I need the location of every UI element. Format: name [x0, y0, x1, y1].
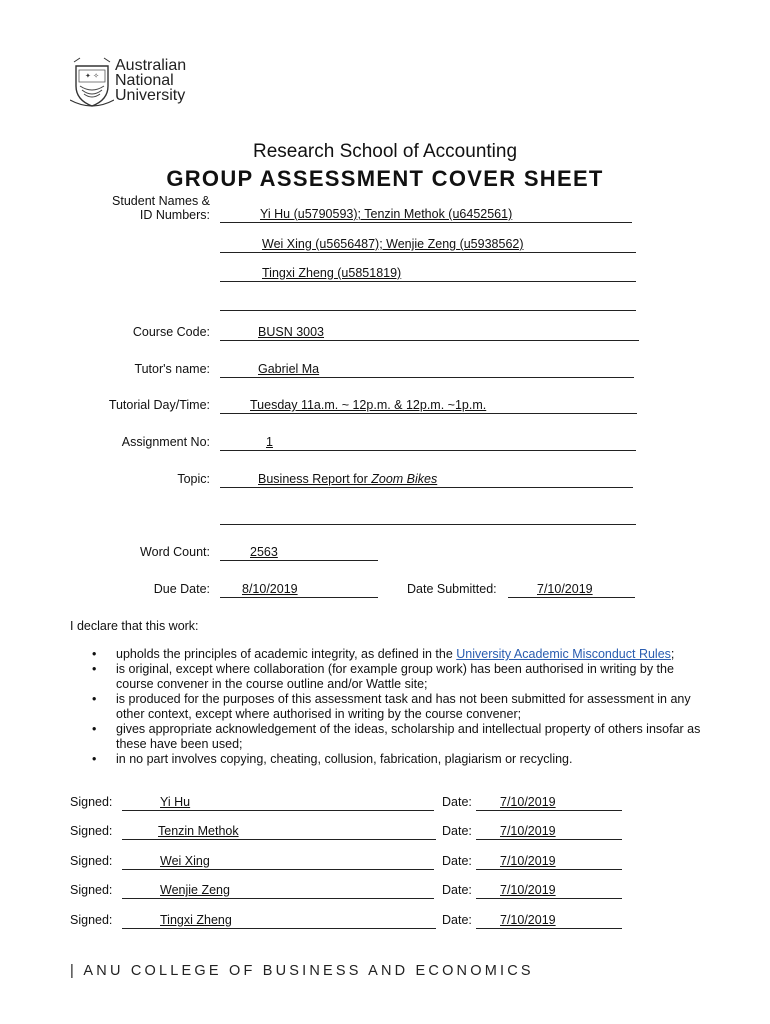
list-item: • is produced for the purposes of this assessment task and has not been submitted for assessment in any other context, except where authorised in writing by the course convener; [70, 692, 710, 722]
tutorial-value: Tuesday 11a.m. ~ 12p.m. & 12p.m. ~1p.m. [250, 398, 487, 412]
signature-date-field[interactable] [476, 854, 622, 870]
signature-name: Wenjie Zeng [160, 883, 230, 897]
page-title: GROUP ASSESSMENT COVER SHEET [166, 166, 604, 191]
word-count-label: Word Count: [140, 545, 210, 559]
student-label-line2: ID Numbers: [139, 208, 210, 222]
list-item: • gives appropriate acknowledgement of the ideas, scholarship and intellectual property of others insofar as these have been used; [70, 722, 710, 752]
topic-label: Topic: [177, 472, 210, 486]
topic-field[interactable] [220, 472, 633, 488]
assignment-label: Assignment No: [121, 435, 210, 449]
signature-date: 7/10/2019 [500, 883, 556, 897]
course-code-field[interactable] [220, 325, 639, 341]
bullet-1-end: ; [670, 647, 675, 661]
signature-row [70, 854, 630, 872]
student-value-3: Tingxi Zheng (u5851819) [262, 266, 402, 280]
tutor-value: Gabriel Ma [258, 362, 320, 376]
school-name: Research School of Accounting [252, 141, 518, 162]
signed-label: Signed: [70, 795, 113, 809]
signature-date: 7/10/2019 [500, 824, 556, 838]
student-line-1[interactable] [220, 207, 632, 223]
tutor-field[interactable] [220, 362, 634, 378]
signature-date-field[interactable] [476, 824, 622, 840]
signature-name: Yi Hu [160, 795, 191, 809]
logo-line-3: University [115, 87, 186, 104]
signature-name: Wei Xing [160, 854, 210, 868]
date-label: Date: [442, 795, 472, 809]
student-value-1: Yi Hu (u5790593); Tenzin Methok (u6452561) [260, 207, 513, 221]
submitted-label: Date Submitted: [407, 582, 497, 596]
logo-line-1: Australian [115, 57, 187, 74]
svg-text:✦ ✧: ✦ ✧ [85, 72, 99, 80]
student-line-2[interactable] [220, 237, 636, 253]
declaration-list [70, 647, 710, 767]
course-code-label: Course Code: [132, 325, 210, 339]
date-label: Date: [442, 824, 472, 838]
due-date-label: Due Date: [153, 582, 210, 596]
signature-row [70, 824, 630, 842]
declaration-intro: I declare that this work: [70, 619, 199, 633]
student-value-2: Wei Xing (u5656487); Wenjie Zeng (u5938562) [262, 237, 524, 251]
topic-field-2[interactable] [220, 509, 636, 525]
footer-college: | ANU COLLEGE OF BUSINESS AND ECONOMICS [70, 963, 534, 979]
signed-label: Signed: [70, 913, 113, 927]
topic-prefix: Business Report for [258, 472, 372, 486]
word-count-field[interactable] [220, 545, 378, 561]
tutorial-label: Tutorial Day/Time: [108, 398, 210, 412]
student-label-line1: Student Names & [112, 194, 210, 208]
misconduct-rules-link[interactable]: University Academic Misconduct Rules [456, 647, 671, 661]
due-date-value: 8/10/2019 [242, 582, 298, 596]
university-name [115, 58, 186, 103]
student-line-3[interactable] [220, 266, 636, 282]
assignment-value: 1 [266, 435, 273, 449]
signature-date-field[interactable] [476, 913, 622, 929]
signature-name: Tingxi Zheng [160, 913, 232, 927]
student-line-4[interactable] [220, 295, 636, 311]
signature-row [70, 883, 630, 901]
list-item: • is original, except where collaboration (for example group work) has been authorised in writing by the course convener in the course outline and/or Wattle site; [70, 662, 710, 692]
topic-value [258, 472, 437, 487]
list-item [70, 647, 710, 662]
signature-date: 7/10/2019 [500, 854, 556, 868]
signature-field[interactable] [122, 913, 436, 929]
tutorial-field[interactable] [220, 398, 637, 414]
due-date-field[interactable] [220, 582, 378, 598]
signature-name: Tenzin Methok [158, 824, 239, 838]
submitted-value: 7/10/2019 [537, 582, 593, 596]
word-count-value: 2563 [250, 545, 278, 559]
signature-field[interactable] [122, 795, 434, 811]
topic-italic: Zoom Bikes [371, 472, 438, 486]
signature-date-field[interactable] [476, 795, 622, 811]
logo-line-2: National [115, 72, 174, 89]
signature-date: 7/10/2019 [500, 795, 556, 809]
anu-crest-logo [70, 56, 114, 108]
signature-field[interactable] [122, 824, 436, 840]
course-code-value: BUSN 3003 [258, 325, 325, 339]
bullet-1-text: upholds the principles of academic integrity, as defined in the [116, 647, 457, 661]
signature-date-field[interactable] [476, 883, 622, 899]
signed-label: Signed: [70, 824, 113, 838]
signed-label: Signed: [70, 854, 113, 868]
date-label: Date: [442, 883, 472, 897]
date-label: Date: [442, 913, 472, 927]
signature-row [70, 795, 630, 813]
signed-label: Signed: [70, 883, 113, 897]
signature-row [70, 913, 630, 931]
tutor-label: Tutor's name: [134, 362, 210, 376]
signature-field[interactable] [122, 854, 434, 870]
signature-date: 7/10/2019 [500, 913, 556, 927]
signature-field[interactable] [122, 883, 434, 899]
date-label: Date: [442, 854, 472, 868]
submitted-field[interactable] [508, 582, 635, 598]
assignment-field[interactable] [220, 435, 636, 451]
list-item: • in no part involves copying, cheating, collusion, fabrication, plagiarism or recycling. [70, 752, 710, 767]
